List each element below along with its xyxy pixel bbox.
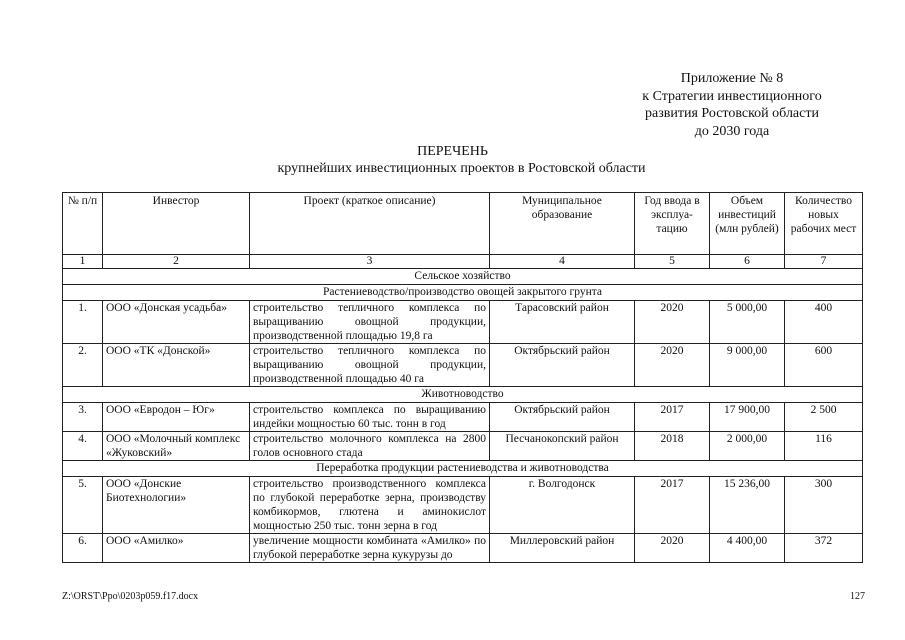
investment-cell: 15 236,00 bbox=[710, 477, 785, 534]
header-cell: Количество новых рабочих мест bbox=[785, 193, 863, 255]
project-cell: строительство производственного комплекса по глубокой переработке зерна, производству комбикормов, глютена и аминокислот мощностью 250 тыс. тонн зерна в год bbox=[250, 477, 490, 534]
header-cell: Объем инвестиций (млн рублей) bbox=[710, 193, 785, 255]
project-cell: строительство тепличного комплекса по выращиванию овощной продукции, производственной площадью 40 га bbox=[250, 344, 490, 387]
jobs-cell: 600 bbox=[785, 344, 863, 387]
municipality-cell: Миллеровский район bbox=[490, 534, 635, 563]
project-cell: строительство тепличного комплекса по выращиванию овощной продукции, производственной площадью 19,8 га bbox=[250, 301, 490, 344]
investor-cell: ООО «Донская усадьба» bbox=[103, 301, 250, 344]
appendix-line: Приложение № 8 bbox=[680, 71, 784, 86]
section-row bbox=[63, 461, 863, 477]
column-number: 4 bbox=[490, 255, 635, 269]
table-row bbox=[63, 344, 863, 387]
investment-cell: 5 000,00 bbox=[710, 301, 785, 344]
year-cell: 2020 bbox=[635, 534, 710, 563]
appendix-header bbox=[617, 70, 847, 140]
year-cell: 2020 bbox=[635, 301, 710, 344]
section-title: Переработка продукции растениеводства и животноводства bbox=[63, 461, 863, 477]
municipality-cell: Октябрьский район bbox=[490, 344, 635, 387]
table-row bbox=[63, 403, 863, 432]
header-cell: Год ввода в эксплуа-тацию bbox=[635, 193, 710, 255]
municipality-cell: г. Волгодонск bbox=[490, 477, 635, 534]
investor-cell: ООО «Евродон – Юг» bbox=[103, 403, 250, 432]
municipality-cell: Тарасовский район bbox=[490, 301, 635, 344]
year-cell: 2017 bbox=[635, 477, 710, 534]
municipality-cell: Октябрьский район bbox=[490, 403, 635, 432]
year-cell: 2017 bbox=[635, 403, 710, 432]
table-row bbox=[63, 432, 863, 461]
appendix-line: до 2030 года bbox=[694, 123, 770, 139]
header-cell: № п/п bbox=[63, 193, 103, 255]
section-title: Животноводство bbox=[63, 387, 863, 403]
jobs-cell: 2 500 bbox=[785, 403, 863, 432]
table-header-row bbox=[63, 193, 863, 255]
row-number: 4. bbox=[63, 432, 103, 461]
investor-cell: ООО «Амилко» bbox=[103, 534, 250, 563]
appendix-line: развития Ростовской области bbox=[645, 106, 819, 121]
header-cell: Муниципальное образование bbox=[490, 193, 635, 255]
section-row bbox=[63, 387, 863, 403]
investor-cell: ООО «Донские Биотехнологии» bbox=[103, 477, 250, 534]
table-row bbox=[63, 477, 863, 534]
appendix-line: к Стратегии инвестиционного bbox=[642, 88, 822, 104]
project-text: увеличение мощности комбината «Амилко» по глубокой переработке зерна кукурузы до bbox=[253, 535, 486, 561]
header-cell: Инвестор bbox=[103, 193, 250, 255]
title-subtitle: крупнейших инвестиционных проектов в Ростовской области bbox=[277, 161, 646, 176]
project-cell: строительство комплекса по выращиванию индейки мощностью 60 тыс. тонн в год bbox=[250, 403, 490, 432]
investment-cell: 17 900,00 bbox=[710, 403, 785, 432]
jobs-cell: 300 bbox=[785, 477, 863, 534]
project-cell bbox=[250, 534, 490, 563]
header-cell: Проект (краткое описание) bbox=[250, 193, 490, 255]
subsection-row bbox=[63, 285, 863, 301]
column-number: 5 bbox=[635, 255, 710, 269]
table-row bbox=[63, 534, 863, 563]
investor-cell: ООО «Молочный комплекс «Жуковский» bbox=[103, 432, 250, 461]
investor-cell: ООО «ТК «Донской» bbox=[103, 344, 250, 387]
page-number: 127 bbox=[850, 591, 865, 602]
column-number: 6 bbox=[710, 255, 785, 269]
investment-cell: 2 000,00 bbox=[710, 432, 785, 461]
project-cell: строительство молочного комплекса на 2800 голов основного стада bbox=[250, 432, 490, 461]
jobs-cell: 372 bbox=[785, 534, 863, 563]
column-number: 2 bbox=[103, 255, 250, 269]
column-number-row bbox=[63, 255, 863, 269]
title-main: ПЕРЕЧЕНЬ bbox=[417, 144, 488, 159]
column-number: 1 bbox=[63, 255, 103, 269]
row-number: 2. bbox=[63, 344, 103, 387]
column-number: 3 bbox=[250, 255, 490, 269]
subsection-title: Растениеводство/производство овощей закрытого грунта bbox=[63, 285, 863, 301]
document-title bbox=[0, 143, 905, 177]
municipality-cell: Песчанокопский район bbox=[490, 432, 635, 461]
jobs-cell: 116 bbox=[785, 432, 863, 461]
table-row bbox=[63, 301, 863, 344]
investment-cell: 9 000,00 bbox=[710, 344, 785, 387]
jobs-cell: 400 bbox=[785, 301, 863, 344]
row-number: 5. bbox=[63, 477, 103, 534]
column-number: 7 bbox=[785, 255, 863, 269]
section-title: Сельское хозяйство bbox=[63, 269, 863, 285]
row-number: 1. bbox=[63, 301, 103, 344]
row-number: 3. bbox=[63, 403, 103, 432]
year-cell: 2020 bbox=[635, 344, 710, 387]
year-cell: 2018 bbox=[635, 432, 710, 461]
investment-projects-table bbox=[62, 192, 863, 563]
file-path: Z:\ORST\Ppo\0203p059.f17.docx bbox=[62, 591, 199, 602]
section-row bbox=[63, 269, 863, 285]
investment-cell: 4 400,00 bbox=[710, 534, 785, 563]
row-number: 6. bbox=[63, 534, 103, 563]
